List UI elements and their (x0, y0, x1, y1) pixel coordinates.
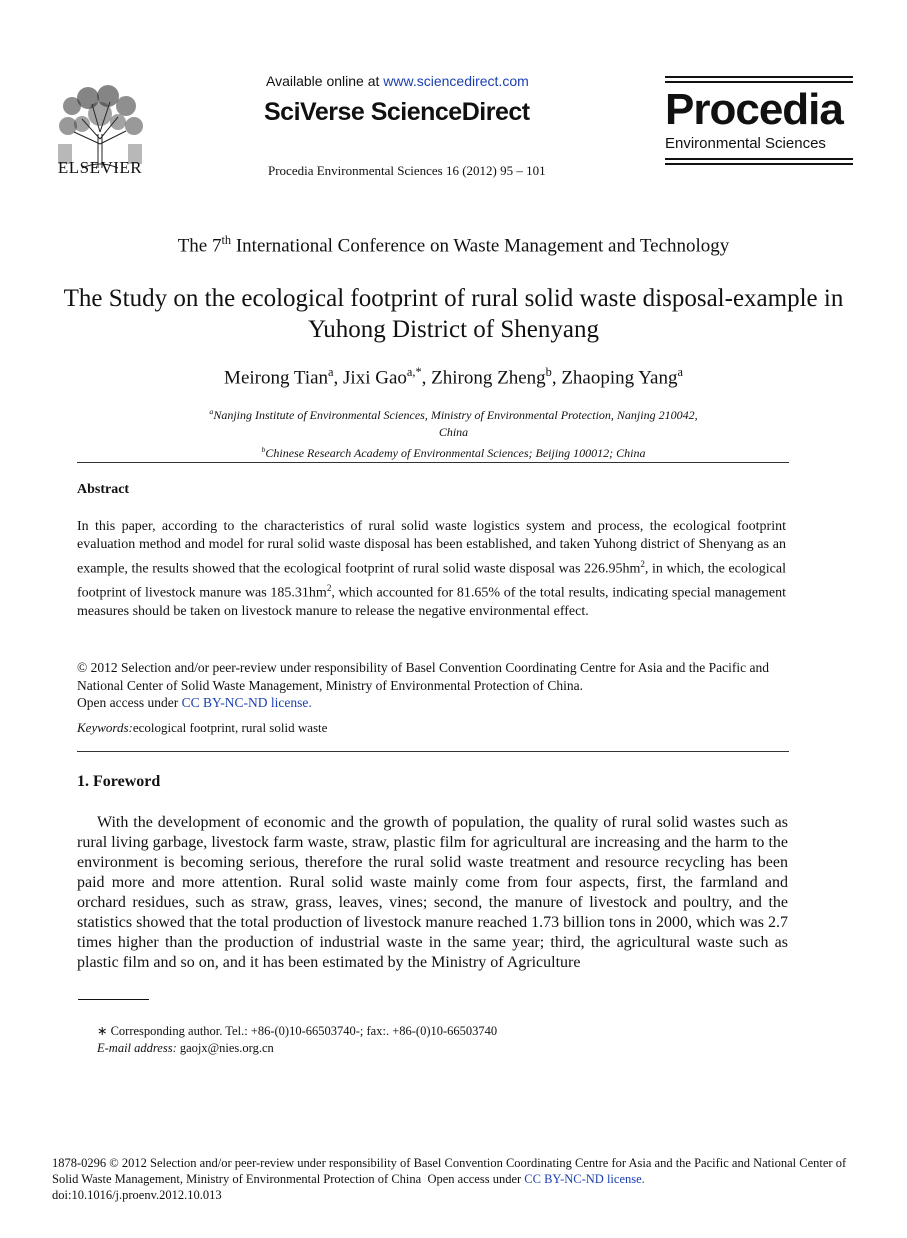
affil-mark: b (261, 445, 266, 454)
affiliations (120, 403, 787, 462)
abstract-sup: 2 (640, 558, 645, 569)
author-name: Zhirong Zheng (431, 367, 546, 389)
abstract-heading: Abstract (77, 482, 130, 497)
affiliation-b (120, 441, 787, 462)
procedia-logo (665, 76, 853, 168)
conference-prefix: The 7 (177, 235, 222, 257)
conference-sup: th (221, 233, 232, 247)
footnote (97, 1023, 497, 1057)
logo-rule (665, 76, 853, 78)
divider (77, 751, 789, 752)
footer-open-access: Open access under (421, 1172, 525, 1186)
conference-line (0, 233, 907, 257)
abstract-text (77, 518, 786, 621)
email-address[interactable]: gaojx@nies.org.cn (176, 1041, 274, 1055)
author-separator: , (333, 367, 344, 389)
available-prefix: Available online at (266, 73, 384, 89)
procedia-subtitle: Environmental Sciences (665, 135, 826, 152)
author-affil-mark: a (328, 365, 334, 379)
author-name: Meirong Tian (224, 367, 329, 389)
logo-rule (665, 81, 853, 83)
available-online (266, 73, 529, 89)
license-link[interactable]: CC BY-NC-ND license. (181, 695, 312, 710)
author-list (0, 365, 907, 389)
divider (77, 462, 789, 463)
page-footer (52, 1155, 857, 1203)
author-affil-mark: a (677, 365, 683, 379)
conference-rest: International Conference on Waste Management and Technology (231, 235, 730, 257)
section-body (77, 813, 788, 973)
author-affil-mark: b (545, 365, 552, 379)
affil-text: Chinese Research Academy of Environmental Sciences; Beijing 100012; China (265, 446, 646, 460)
keywords-line (77, 720, 327, 736)
doi[interactable]: doi:10.1016/j.proenv.2012.10.013 (52, 1188, 222, 1202)
author-name: Jixi Gao (343, 367, 407, 389)
footer-license-link[interactable]: CC BY-NC-ND license. (524, 1172, 645, 1186)
author-separator: , (551, 367, 562, 389)
logo-rule (665, 158, 853, 160)
abstract-sup: 2 (326, 582, 332, 593)
sciverse-brand: SciVerse ScienceDirect (264, 98, 530, 126)
sciencedirect-link[interactable]: www.sciencedirect.com (383, 73, 529, 89)
open-access-line (77, 694, 802, 712)
corresponding-author: ∗ Corresponding author. Tel.: +86-(0)10-66503740-; fax:. +86-(0)10-66503740 (97, 1024, 498, 1038)
copyright-text: © 2012 Selection and/or peer-review under responsibility of Basel Convention Coordinating Centre for Asia and the Pacific and National Center of Solid Waste Management, Ministry of Environmental Protection of China. (77, 660, 769, 693)
footer-text-line (52, 1155, 857, 1187)
author-name: Zhaoping Yang (561, 367, 678, 389)
abstract-part: , which accounted for 81.65% of the total results, indicating special management measures should be taken on livestock manure to release the negative environmental effect. (77, 585, 787, 619)
keywords-label: Keywords: (77, 720, 133, 735)
affiliation-a (120, 403, 787, 424)
procedia-name: Procedia (665, 85, 843, 134)
affiliation-a-country: China (438, 425, 469, 439)
logo-rule (665, 163, 853, 165)
copyright-block (77, 659, 802, 712)
paper-title: The Study on the ecological footprint of rural solid waste disposal-example in Yuhong District of Shenyang (63, 285, 844, 343)
section-paragraph: With the development of economic and the growth of population, the quality of rural solid wastes such as rural living garbage, livestock farm waste, straw, plastic film for agricultural are increasing and the harm to the environment is becoming serious, therefore the rural solid waste treatment and resource recycling has been paid more and more attention. Rural solid waste mainly come from four aspects, first, the farmland and orchard residues, such as straw, grass, leaves, vines; second, the manure of livestock and poultry, and the statistics showed that the total production of livestock manure reached 1.73 billion tons in 2000, which was 2.7 times higher than the production of industrial waste in the same year; third, the agricultural waste such as plastic film and so on, and it has been estimated by the Ministry of Agriculture (77, 814, 788, 971)
journal-citation: Procedia Environmental Sciences 16 (2012) 95 – 101 (268, 163, 546, 178)
keywords-value: ecological footprint, rural solid waste (132, 720, 328, 735)
author-separator: , (421, 367, 432, 389)
abstract-part: , in which, the ecological footprint of livestock manure was 185.31hm (77, 561, 786, 601)
footnote-rule (78, 999, 149, 1000)
affil-text: Nanjing Institute of Environmental Sciences, Ministry of Environmental Protection, Nanjing 210042, (213, 408, 698, 422)
email-label: E-mail address: (97, 1041, 177, 1055)
affil-mark: a (209, 407, 214, 416)
elsevier-wordmark: ELSEVIER (57, 158, 143, 177)
abstract-part: In this paper, according to the characteristics of rural solid waste logistics system and process, the ecological footprint evaluation method and model for rural solid waste disposal has been established, and taken Yuhong district of Shenyang as an example, the results showed that the ecological footprint of rural solid waste disposal was 226.95hm (77, 519, 786, 577)
email-line (97, 1040, 497, 1057)
open-access-label: Open access under (77, 695, 182, 710)
section-heading: 1. Foreword (77, 773, 161, 790)
author-affil-mark: a,* (406, 365, 422, 379)
footer-copyright: 1878-0296 © 2012 Selection and/or peer-review under responsibility of Basel Convention Coordinating Centre for Asia and the Pacific and National Center of Solid Waste Management, Ministry of Environmental Protection of China (52, 1156, 847, 1186)
